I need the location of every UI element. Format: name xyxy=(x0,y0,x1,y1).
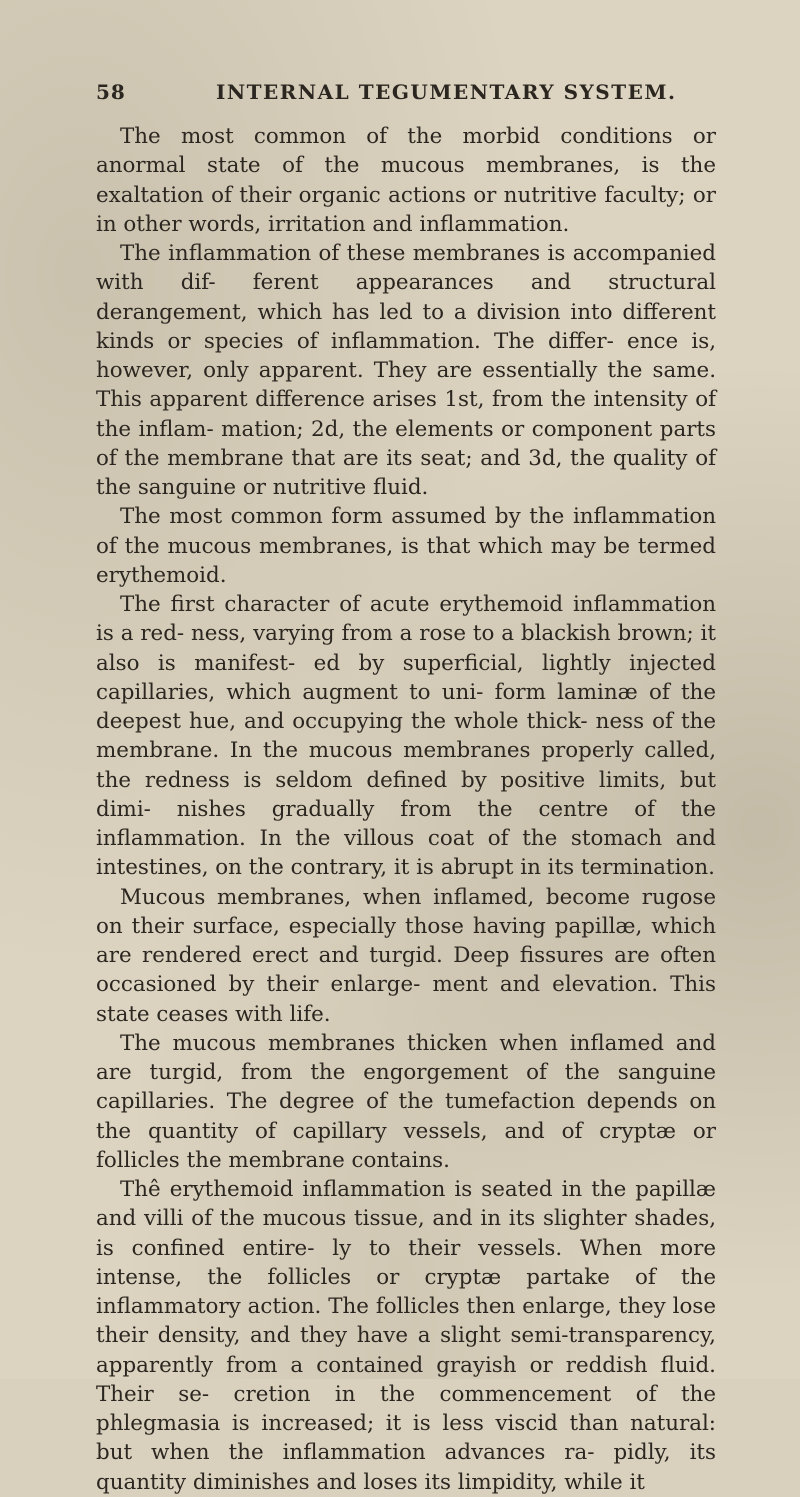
body-text xyxy=(96,122,716,1497)
paragraph: Thê erythemoid inflammation is seated in the papillæ and villi of the mucous tissue, and in its slighter shades, is confined entire- ly to their vessels. When more intense, the follicles or cryptæ partake of the inflammatory action. The follicles then enlarge, they lose their density, and they have a slight semi-transparency, apparently from a contained grayish or reddish fluid. Their se- cretion in the commencement of the phlegmasia is increased; it is less viscid than natural: but when the inflammation advances ra- pidly, its quantity diminishes and loses its limpidity, while it xyxy=(96,1177,716,1495)
paragraph: The most common of the morbid conditions or anormal state of the mucous membranes, is the exaltation of their organic actions or nutritive faculty; or in other words, irritation and inflammation. xyxy=(96,124,716,237)
running-head: INTERNAL TEGUMENTARY SYSTEM. xyxy=(216,80,677,104)
paragraph: The inflammation of these membranes is accompanied with dif- ferent appearances and structural derangement, which has led to a division into different kinds or species of inflammation. The differ- ence is, however, only apparent. They are essentially the same. This apparent difference arises 1st, from the intensity of the inflam- mation; 2d, the elements or component parts of the membrane that are its seat; and 3d, the quality of the sanguine or nutritive fluid. xyxy=(96,241,716,500)
paragraph: Mucous membranes, when inflamed, become rugose on their surface, especially those having papillæ, which are rendered erect and turgid. Deep fissures are often occasioned by their enlarge- ment and elevation. This state ceases with life. xyxy=(96,884,716,1027)
paragraph: The mucous membranes thicken when inflamed and are turgid, from the engorgement of the sanguine capillaries. The degree of the tumefaction depends on the quantity of capillary vessels, and of cryptæ or follicles the membrane contains. xyxy=(96,1030,716,1173)
page-number: 58 xyxy=(96,80,126,104)
page-header xyxy=(96,80,716,110)
paragraph: The most common form assumed by the inflammation of the mucous membranes, is that which may be termed erythemoid. xyxy=(96,504,716,588)
paragraph: The first character of acute erythemoid inflammation is a red- ness, varying from a rose to a blackish brown; it also is manifest- ed by superficial, lightly injected capillaries, which augment to uni- form laminæ of the deepest hue, and occupying the whole thick- ness of the membrane. In the mucous membranes properly called, the redness is seldom defined by positive limits, but dimi- nishes gradually from the centre of the inflammation. In the villous coat of the stomach and intestines, on the contrary, it is abrupt in its termination. xyxy=(96,592,716,881)
